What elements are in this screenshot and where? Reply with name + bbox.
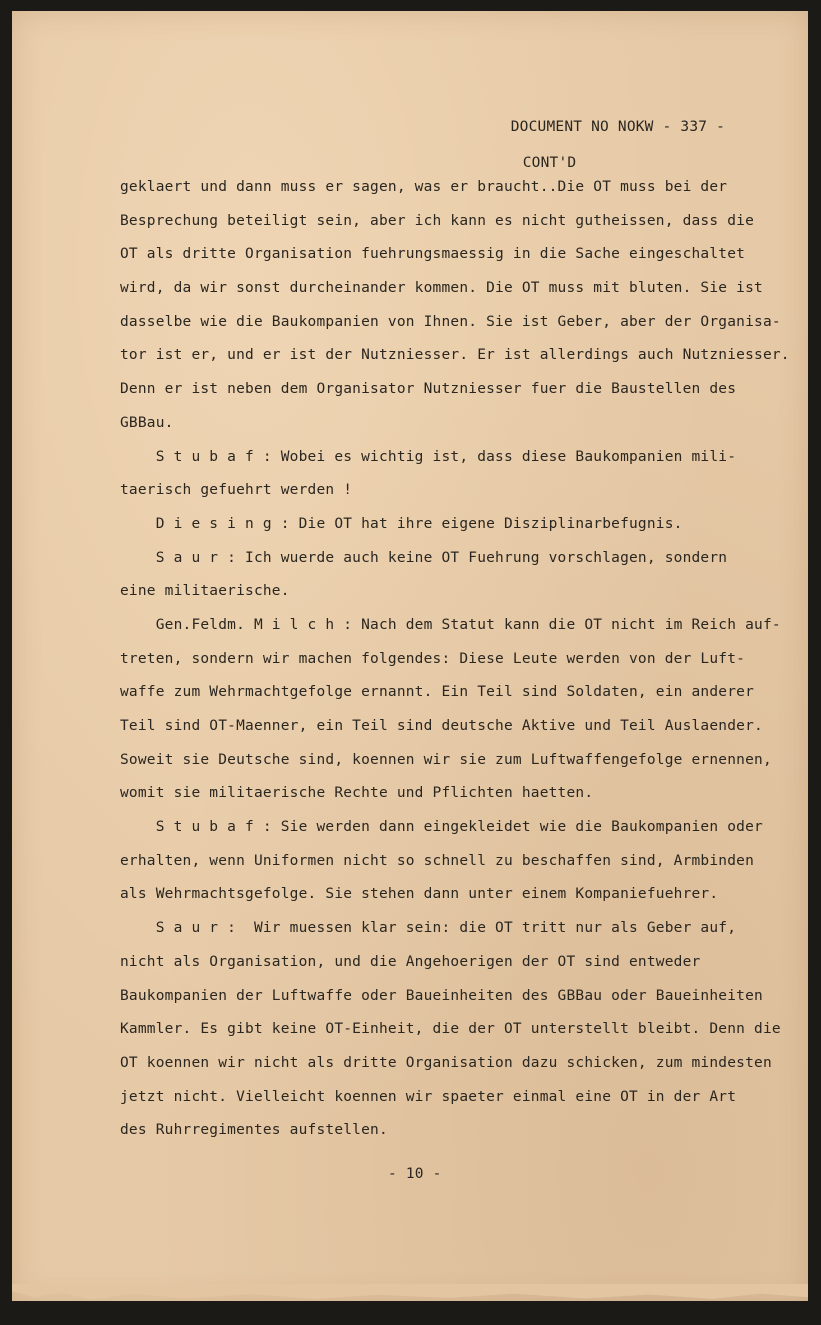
text-line: Denn er ist neben dem Organisator Nutzniesser fuer die Baustellen des bbox=[120, 381, 737, 398]
text-line: tor ist er, und er ist der Nutzniesser. Er ist allerdings auch Nutzniesser. bbox=[120, 347, 790, 364]
text-line: womit sie militaerische Rechte und Pflichten haetten. bbox=[120, 785, 594, 802]
text-line: S a u r : Ich wuerde auch keine OT Fuehrung vorschlagen, sondern bbox=[120, 549, 728, 566]
page-number: - 10 - bbox=[388, 1166, 442, 1182]
transcript-body bbox=[120, 171, 790, 1148]
text-line: Baukompanien der Luftwaffe oder Baueinheiten des GBBau oder Baueinheiten bbox=[120, 987, 763, 1004]
text-line: S t u b a f : Wobei es wichtig ist, dass diese Baukompanien mili- bbox=[120, 448, 737, 465]
text-line: des Ruhrregimentes aufstellen. bbox=[120, 1122, 388, 1139]
text-line: OT als dritte Organisation fuehrungsmaessig in die Sache eingeschaltet bbox=[120, 246, 746, 263]
text-line: treten, sondern wir machen folgendes: Diese Leute werden von der Luft- bbox=[120, 650, 746, 667]
text-line: Gen.Feldm. M i l c h : Nach dem Statut kann die OT nicht im Reich auf- bbox=[120, 616, 781, 633]
text-line: jetzt nicht. Vielleicht koennen wir spaeter einmal eine OT in der Art bbox=[120, 1088, 737, 1105]
text-line: erhalten, wenn Uniformen nicht so schnell zu beschaffen sind, Armbinden bbox=[120, 852, 755, 869]
text-line: S a u r : Wir muessen klar sein: die OT tritt nur als Geber auf, bbox=[120, 920, 737, 937]
text-line: Soweit sie Deutsche sind, koennen wir sie zum Luftwaffengefolge ernennen, bbox=[120, 751, 772, 768]
text-line: taerisch gefuehrt werden ! bbox=[120, 482, 353, 499]
text-line: D i e s i n g : Die OT hat ihre eigene Disziplinarbefugnis. bbox=[120, 515, 683, 532]
text-line: eine militaerische. bbox=[120, 583, 290, 600]
text-line: OT koennen wir nicht als dritte Organisation dazu schicken, zum mindesten bbox=[120, 1054, 772, 1071]
text-line: Teil sind OT-Maenner, ein Teil sind deutsche Aktive und Teil Auslaender. bbox=[120, 718, 763, 734]
text-line: GBBau. bbox=[120, 414, 174, 431]
text-line: waffe zum Wehrmachtgefolge ernannt. Ein Teil sind Soldaten, ein anderer bbox=[120, 684, 755, 701]
continued-label: CONT'D bbox=[522, 155, 577, 171]
text-line: Kammler. Es gibt keine OT-Einheit, die der OT unterstellt bleibt. Denn die bbox=[120, 1021, 781, 1038]
document-number: DOCUMENT NO NOKW - 337 - bbox=[510, 119, 726, 135]
text-line: wird, da wir sonst durcheinander kommen. Die OT muss mit bluten. Sie ist bbox=[120, 280, 763, 297]
text-line: Besprechung beteiligt sein, aber ich kann es nicht gutheissen, dass die bbox=[120, 212, 755, 229]
text-line: als Wehrmachtsgefolge. Sie stehen dann unter einem Kompaniefuehrer. bbox=[120, 886, 719, 903]
text-line: geklaert und dann muss er sagen, was er braucht..Die OT muss bei der bbox=[120, 179, 728, 195]
text-line: S t u b a f : Sie werden dann eingekleidet wie die Baukompanien oder bbox=[120, 819, 763, 836]
text-line: dasselbe wie die Baukompanien von Ihnen. Sie ist Geber, aber der Organisa- bbox=[120, 313, 781, 330]
text-line: nicht als Organisation, und die Angehoerigen der OT sind entweder bbox=[120, 953, 701, 970]
